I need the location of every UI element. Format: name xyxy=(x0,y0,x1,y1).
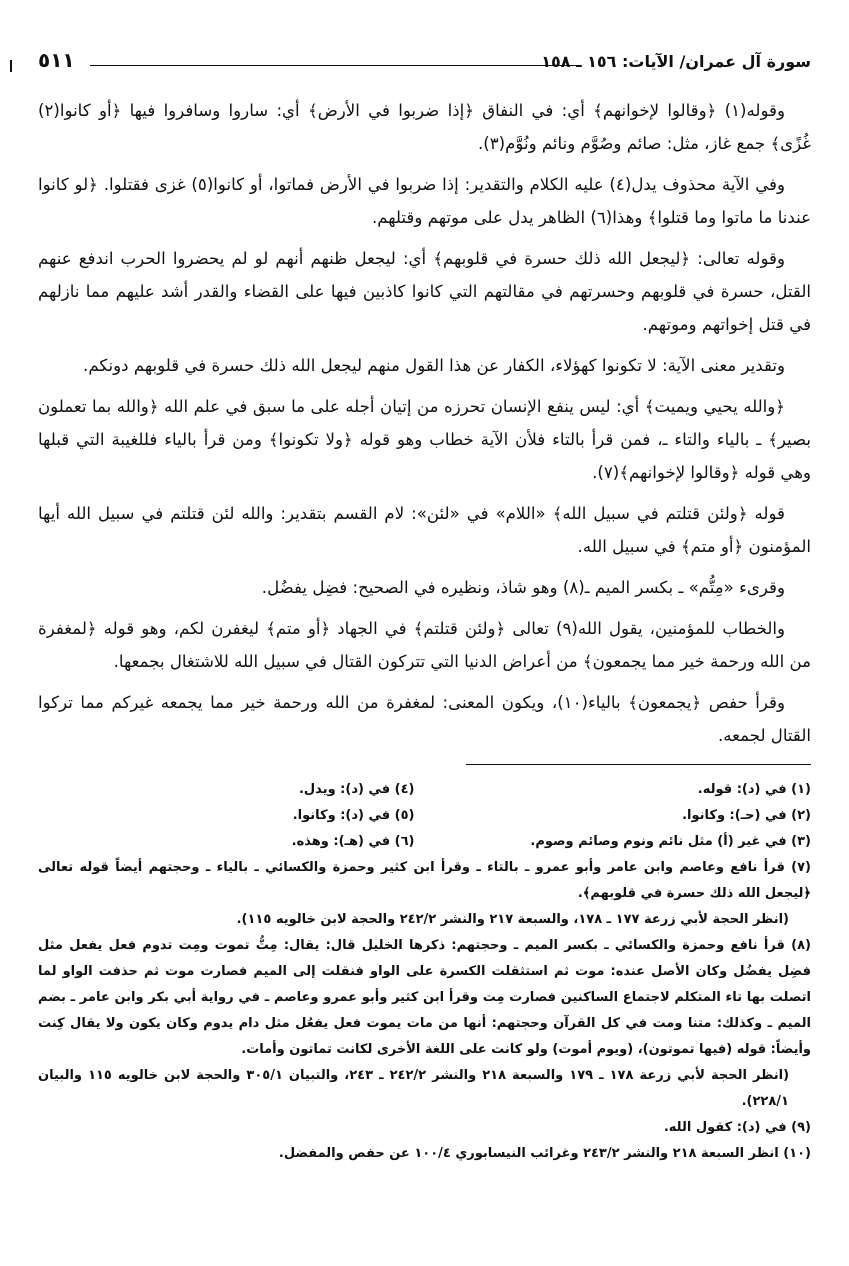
footnote-reference: (انظر الحجة لأبي زرعة ١٧٧ ـ ١٧٨، والسبعة ٢١٧ والنشر ٢٤٢/٢ والحجة لابن خالويه ١١٥). xyxy=(236,912,789,927)
page xyxy=(38,48,811,1246)
footnote: (٩) في (د): كقول الله. xyxy=(663,1120,811,1135)
footnote: (٧) قرأ نافع وعاصم وابن عامر وأبو عمرو ـ بالتاء ـ وقرأ ابن كثير وحمزة والكسائي ـ بالياء ـ وحجتهم أيضاً قوله تعالى ﴿ليجعل الله ذلك حسرة في قلوبهم﴾. xyxy=(38,860,811,901)
footnote-separator xyxy=(466,764,811,765)
paragraph: والخطاب للمؤمنين، يقول الله(٩) تعالى ﴿ولئن قتلتم﴾ في الجهاد ﴿أو متم﴾ ليغفرن لكم، وهو قوله ﴿لمغفرة من الله ورحمة خير مما يجمعون﴾ من أعراض الدنيا التي تتركون القتال في سبيل الله للاشتغال بجمعها. xyxy=(38,619,811,671)
footnote-reference: (انظر الحجة لأبي زرعة ١٧٨ ـ ١٧٩ والسبعة ٢١٨ والنشر ٢٤٢/٢ ـ ٢٤٣، والتبيان ٣٠٥/١ والحجة لابن خالويه ١١٥ والبيان ٢٢٨/١). xyxy=(38,1068,790,1109)
paragraph: وقوله(١) ﴿وقالوا لإخوانهم﴾ أي: في النفاق ﴿إذا ضربوا في الأرض﴾ أي: ساروا وسافروا فيها ﴿أو كانوا(٢) غُزًى﴾ جمع غاز، مثل: صائم وصُوَّم ونائم ونُوَّم(٣). xyxy=(38,101,811,153)
main-text xyxy=(38,94,811,752)
page-number: ٥١١ xyxy=(38,48,75,72)
paragraph: ﴿والله يحيي ويميت﴾ أي: ليس ينفع الإنسان تحرزه من إتيان أجله على ما سبق في علم الله ﴿والله بما تعملون بصير﴾ ـ بالياء والتاء ـ، فمن قرأ بالتاء فلأن الآية خطاب وهو قوله ﴿ولا تكونوا﴾ ومن قرأ بالياء فللغيبة التي قبلها وهي قوله ﴿وقالوا لإخوانهم﴾(٧). xyxy=(38,397,811,482)
sura-title: سورة آل عمران/ الآيات: ١٥٦ ـ ١٥٨ xyxy=(541,52,811,71)
paragraph: وقرىء «مِتُّم» ـ بكسر الميم ـ(٨) وهو شاذ، ونظيره في الصحيح: فضِل يفضُل. xyxy=(261,578,785,597)
footnote: (١٠) انظر السبعة ٢١٨ والنشر ٢٤٣/٢ وغرائب النيسابوري ١٠٠/٤ عن حفص والمفضل. xyxy=(278,1146,811,1161)
footnote: (٨) قرأ نافع وحمزة والكسائي ـ بكسر الميم ـ وحجتهم: ذكرها الخليل قال: يقال: مِتُّ تموت ومِت تدوم فعل يفعل مثل فضِل يفضُل وكان الأصل عنده: موت ثم استثقلت الكسرة على الواو فنقلت إلى الميم فصارت موت ثم حذفت الواو لما اتصلت بها تاء المتكلم لاجتماع الساكنين فصارت مِت وقرأ ابن كثير وأبو عمرو وعاصم ـ في رواية أبي بكر وابن عامر ـ بضم الميم ـ وكذلك: متنا ومت في كل القرآن وحجتهم: أنها من مات يموت فعل يفعُل مثل دام يدوم وكان يكون ولا يقال كِنت وأيضاً: قوله (فيها تموتون)، (ويوم أموت) ولو كانت على اللغة الأخرى لكانت تماتون وأمات. xyxy=(38,938,811,1057)
paragraph: وفي الآية محذوف يدل(٤) عليه الكلام والتقدير: إذا ضربوا في الأرض فماتوا، أو كانوا(٥) غزى فقتلوا. ﴿لو كانوا عندنا ما ماتوا وما قتلوا﴾ وهذا(٦) الظاهر يدل على موتهم وقتلهم. xyxy=(38,175,811,227)
footnote: (٦) في (هـ): وهذه. xyxy=(291,834,415,849)
paragraph: وقرأ حفص ﴿يجمعون﴾ بالياء(١٠)، ويكون المعنى: لمغفرة من الله ورحمة خير مما يجمعه غيركم مما تركوا القتال لجمعه. xyxy=(38,693,811,745)
footnote: (١) في (د): قوله. xyxy=(697,782,811,797)
paragraph: قوله ﴿ولئن قتلتم في سبيل الله﴾ «اللام» في «لئن»: لام القسم بتقدير: والله لئن قتلتم في سبيل الله أيها المؤمنون ﴿أو متم﴾ في سبيل الله. xyxy=(38,504,811,556)
short-footnotes xyxy=(38,777,811,855)
footnotes xyxy=(38,777,811,1167)
paragraph: وتقدير معنى الآية: لا تكونوا كهؤلاء، الكفار عن هذا القول منهم ليجعل الله ذلك حسرة في قلوبهم دونكم. xyxy=(83,356,785,375)
header-rule xyxy=(90,65,579,66)
paragraph: وقوله تعالى: ﴿ليجعل الله ذلك حسرة في قلوبهم﴾ أي: ليجعل ظنهم أنهم لو لم يحضروا الحرب اندفع عنهم القتل، حسرة في قلوبهم وحسرتهم في مقالتهم التي كانوا كاذبين فيها على القضاء والقدر أشد عليهم مما نازلهم في قتل إخواتهم وموتهم. xyxy=(38,249,811,334)
footnote: (٣) في غير (أ) مثل نائم ونوم وصائم وصوم. xyxy=(530,834,811,849)
page-edge-mark xyxy=(10,60,12,72)
footnote: (٢) في (حـ): وكانوا. xyxy=(682,808,811,823)
footnote: (٤) في (د): ويدل. xyxy=(298,782,415,797)
running-header xyxy=(38,48,811,78)
footnote: (٥) في (د): وكانوا. xyxy=(292,808,415,823)
